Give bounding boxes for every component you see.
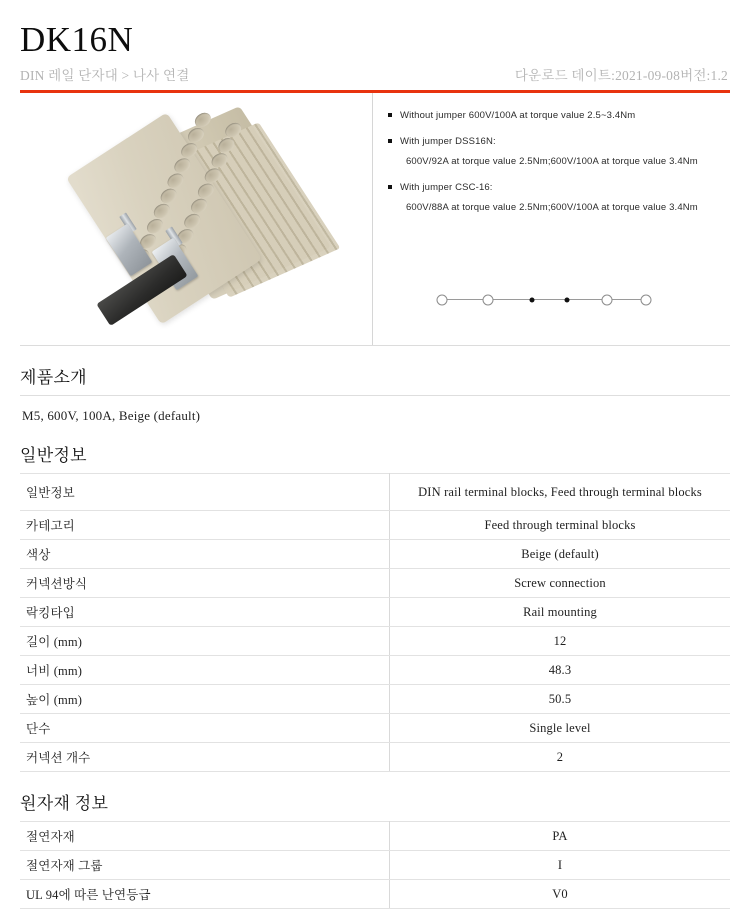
- general-info-table: [20, 473, 730, 772]
- row-label: 카테고리: [20, 511, 390, 540]
- row-label: 절연자재: [20, 822, 390, 851]
- row-value: 48.3: [390, 656, 731, 685]
- hero-section: [20, 93, 730, 346]
- table-row: [20, 598, 730, 627]
- row-label: 락킹타입: [20, 598, 390, 627]
- row-value: 12: [390, 627, 731, 656]
- carousel-dot[interactable]: [436, 295, 447, 306]
- row-label: 길이 (mm): [20, 627, 390, 656]
- row-label: 일반정보: [20, 474, 390, 511]
- product-specs-panel: [373, 93, 730, 345]
- table-row: [20, 627, 730, 656]
- row-label: UL 94에 따른 난연등급: [20, 880, 390, 909]
- carousel-dot[interactable]: [483, 295, 494, 306]
- row-value: Single level: [390, 714, 731, 743]
- carousel-dot[interactable]: [601, 295, 612, 306]
- row-label: 색상: [20, 540, 390, 569]
- page-title: DK16N: [20, 20, 134, 59]
- table-row: [20, 714, 730, 743]
- section-heading: 제품소개: [20, 368, 87, 387]
- table-row: [20, 851, 730, 880]
- spec-bullet-text: With jumper DSS16N:: [400, 136, 496, 147]
- table-row: [20, 685, 730, 714]
- spec-bullet-item: [387, 109, 722, 122]
- row-label: 단수: [20, 714, 390, 743]
- row-value: 2: [390, 743, 731, 772]
- spec-bullet-list: [387, 109, 722, 214]
- spec-bullet-text: Without jumper 600V/100A at torque value 2.5~3.4Nm: [400, 110, 636, 121]
- carousel-dot[interactable]: [641, 295, 652, 306]
- row-value: Beige (default): [390, 540, 731, 569]
- row-value: V0: [390, 880, 731, 909]
- product-image-panel: [20, 93, 373, 345]
- product-photo[interactable]: [20, 93, 372, 345]
- row-value: Rail mounting: [390, 598, 731, 627]
- material-info-table: [20, 821, 730, 909]
- page-header: [0, 0, 750, 84]
- table-row: [20, 511, 730, 540]
- section-general-info: [20, 424, 730, 772]
- section-heading: 일반정보: [20, 446, 87, 465]
- terminal-block-illustration: [44, 101, 344, 331]
- download-date-version: 다운로드 데이트:2021-09-08버전:1.2: [514, 68, 728, 83]
- table-row: [20, 474, 730, 511]
- spec-bullet-text: With jumper CSC-16:: [400, 182, 493, 193]
- row-label: 커넥션방식: [20, 569, 390, 598]
- image-carousel-indicator[interactable]: [433, 290, 653, 310]
- row-label: 높이 (mm): [20, 685, 390, 714]
- table-row: [20, 822, 730, 851]
- table-row: [20, 743, 730, 772]
- spec-bullet-item: [387, 135, 722, 168]
- table-row: [20, 569, 730, 598]
- spec-bullet-subtext: 600V/88A at torque value 2.5Nm;600V/100A at torque value 3.4Nm: [406, 202, 698, 213]
- row-label: 절연자재 그룹: [20, 851, 390, 880]
- row-value: I: [390, 851, 731, 880]
- row-value: PA: [390, 822, 731, 851]
- spec-bullet-subtext: 600V/92A at torque value 2.5Nm;600V/100A at torque value 3.4Nm: [406, 156, 698, 167]
- table-row: [20, 880, 730, 909]
- indicator-connector-line: [443, 299, 643, 300]
- row-label: 너비 (mm): [20, 656, 390, 685]
- header-meta-row: [20, 62, 730, 84]
- table-row: [20, 540, 730, 569]
- section-material-info: [20, 772, 730, 909]
- spec-bullet-item: [387, 181, 722, 214]
- section-product-intro: [20, 346, 730, 424]
- row-value: Screw connection: [390, 569, 731, 598]
- row-value: Feed through terminal blocks: [390, 511, 731, 540]
- row-value: DIN rail terminal blocks, Feed through terminal blocks: [390, 474, 731, 511]
- carousel-dot-active[interactable]: [530, 298, 535, 303]
- product-intro-text: M5, 600V, 100A, Beige (default): [22, 408, 201, 423]
- breadcrumb[interactable]: DIN 레일 단자대 > 나사 연결: [20, 68, 190, 83]
- section-heading: 원자재 정보: [20, 794, 109, 813]
- row-label: 커넥션 개수: [20, 743, 390, 772]
- table-row: [20, 656, 730, 685]
- row-value: 50.5: [390, 685, 731, 714]
- carousel-dot-active[interactable]: [565, 298, 570, 303]
